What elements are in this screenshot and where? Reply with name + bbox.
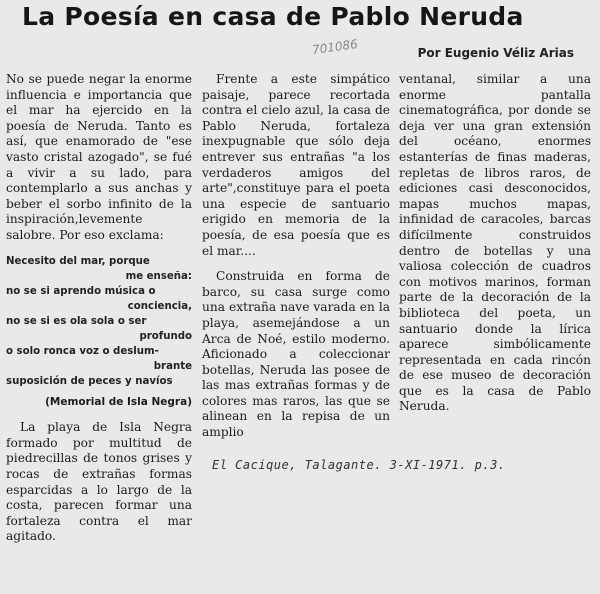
poem-line: conciencia, [127,300,192,312]
poem-line: Necesito del mar, porque [6,255,150,267]
article-column-1 [6,72,192,545]
poem-line: brante [153,360,192,372]
column3-paragraph-1: ventanal, similar a una enorme pantalla cinematográfica, por donde se deja ver una gran extensión del océano, enormes estanterías de finas maderas, repletas de libros raros, de ediciones casi desconocidos, mapas muchos mapas, infinidad de caracoles, barcas difícilmente construidos dentro de botellas y una valiosa colección de cuadros con motivos marinos, forman parte de la decoración de la biblioteca del poeta, un santuario donde la lírica aparece simbólicamente representada en cada rincón de ese museo de decoración que es la casa de Pablo Neruda. [399,72,591,414]
article-column-2 [202,72,390,441]
article-headline: La Poesía en casa de Pablo Neruda [22,2,524,31]
archive-reference-number: 701086 [311,36,359,58]
poem-line: profundo [139,330,192,342]
column2-paragraph-1: Frente a este simpático paisaje, parece recortada contra el cielo azul, la casa de Pablo Neruda, fortaleza inexpugnable que sólo deja entrever sus entrañas "a los verdaderos amigos del arte",constituye para el poeta una especie de santuario erigido en memoria de la poesía, de esa poesía que es el mar.... [202,72,390,258]
article-column-3 [399,72,591,415]
poem-quote [6,254,192,389]
column1-paragraph-2: La playa de Isla Negra formado por multitud de piedrecillas de tonos grises y rocas de extrañas formas esparcidas a lo largo de la costa, parecen formar una fortaleza contra el mar agitado. [6,420,192,544]
handwritten-source-note: El Cacique, Talagante. 3-XI-1971. p.3. [212,458,506,472]
article-byline: Por Eugenio Véliz Arias [417,46,574,60]
column2-paragraph-2: Construida en forma de barco, su casa surge como una extraña nave varada en la playa, asemejándose a un Arca de Noé, estilo moderno. Aficionado a coleccionar botellas, Neruda las posee de las mas extrañas formas y de colores mas raros, las que se alinean en la repisa de un amplio [202,269,390,440]
poem-line: me enseña: [125,270,192,282]
poem-source: (Memorial de Isla Negra) [45,395,192,408]
poem-line: suposición de peces y navíos [6,375,173,387]
poem-line: o solo ronca voz o deslum- [6,345,159,357]
poem-line: no se si es ola sola o ser [6,315,147,327]
column1-paragraph-1: No se puede negar la enorme influencia e importancia que el mar ha ejercido en la poesía de Neruda. Tanto es así, que enamorado de "ese vasto cristal azogado", se fué a vivir a su lado, para contemplarlo a sus anchas y beber el sorbo infinito de la inspiración,levemente salobre. Por eso exclama: [6,72,192,242]
poem-line: no se si aprendo música o [6,285,156,297]
